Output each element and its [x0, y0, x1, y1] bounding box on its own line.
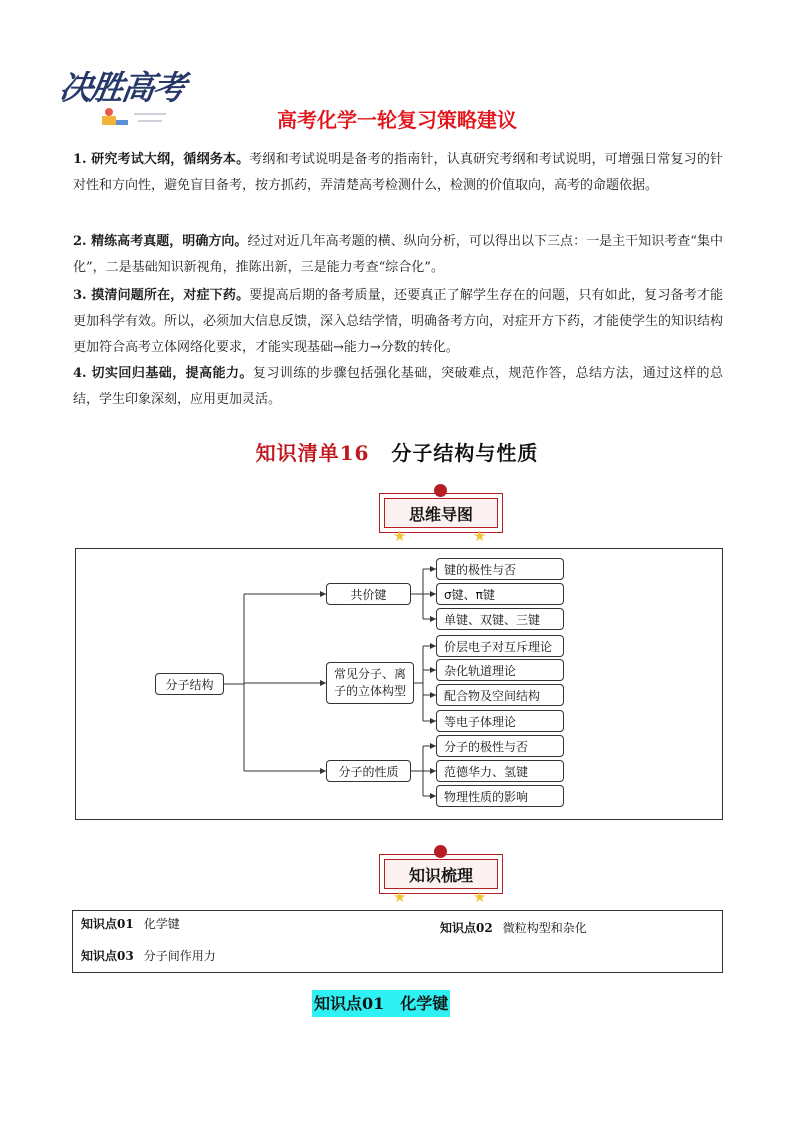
mind-map-leaf: 杂化轨道理论 — [436, 659, 564, 681]
mind-map-leaf: 等电子体理论 — [436, 710, 564, 732]
pin-icon — [434, 484, 447, 497]
star-icon: ★ — [473, 527, 487, 545]
star-icon: ★ — [393, 527, 407, 545]
toc-item[interactable]: 知识点01 化学键 — [81, 917, 180, 931]
mind-map-leaf: 单键、双键、三键 — [436, 608, 564, 630]
banner-label: 知识梳理 — [384, 859, 498, 889]
advice-body: 要提高后期的备考质量，还要真正了解学生存在的问题，只有如此，复习备考才能更加科学有效。所以，必须加大信息反馈，深入总结学情，明确备考方向，对症开方下药，才能使学生的知识结构更加符合高考立体网络化要求，才能实现基础→能力→分数的转化。 — [73, 288, 724, 355]
mind-map-branch: 共价键 — [326, 583, 411, 605]
mind-map-branch — [326, 662, 414, 704]
advice-paragraph-1 — [73, 147, 723, 199]
mind-map-leaf: 价层电子对互斥理论 — [436, 635, 564, 657]
advice-body: 经过对近几年高考题的横、纵向分析，可以得出以下三点：一是主干知识考查“集中化”，二是基础知识新视角，推陈出新，三是能力考查“综合化”。 — [73, 234, 723, 275]
knowledge-point-heading: 知识点01 化学键 — [312, 990, 450, 1017]
advice-body: 复习训练的步骤包括强化基础，突破难点，规范作答，总结方法，通过这样的总结，学生印象深刻，应用更加灵活。 — [73, 366, 723, 407]
branch-label-line: 子的立体构型 — [333, 684, 406, 698]
star-icon: ★ — [473, 888, 487, 906]
mind-map-leaf: 分子的极性与否 — [436, 735, 564, 757]
knowledge-points-toc — [72, 910, 723, 973]
mind-map-leaf: 键的极性与否 — [436, 558, 564, 580]
advice-lead: 3. 摸清问题所在，对症下药。 — [73, 288, 250, 303]
advice-paragraph-2 — [73, 229, 723, 281]
mind-map-leaf: 配合物及空间结构 — [436, 684, 564, 706]
knowledge-banner — [379, 851, 503, 906]
page-title: 高考化学一轮复习策略建议 — [277, 108, 517, 132]
advice-body: 考纲和考试说明是备考的指南针，认真研究考纲和考试说明，可增强日常复习的针对性和方向性，避免盲目备考，按方抓药，弄清楚高考检测什么，检测的价值取向，高考的命题依据。 — [73, 152, 723, 193]
toc-item[interactable]: 知识点03 分子间作用力 — [81, 949, 216, 963]
branch-label-line: 常见分子、离 — [333, 667, 406, 681]
mind-map-leaf: 物理性质的影响 — [436, 785, 564, 807]
section-topic: 分子结构与性质 — [391, 441, 539, 465]
star-icon: ★ — [393, 888, 407, 906]
mind-map-root: 分子结构 — [155, 673, 224, 695]
mind-map-leaf: 范德华力、氢键 — [436, 760, 564, 782]
banner-label: 思维导图 — [384, 498, 498, 528]
advice-paragraph-3 — [73, 283, 723, 361]
advice-lead: 4. 切实回归基础，提高能力。 — [73, 366, 253, 381]
toc-item[interactable]: 知识点02 微粒构型和杂化 — [440, 921, 587, 935]
advice-lead: 2. 精练高考真题，明确方向。 — [73, 234, 248, 249]
mind-map-leaf: σ键、π键 — [436, 583, 564, 605]
mindmap-banner — [379, 490, 503, 545]
section-label: 知识清单16 — [255, 441, 370, 465]
pin-icon — [434, 845, 447, 858]
advice-lead: 1. 研究考试大纲，循纲务本。 — [73, 152, 250, 167]
mind-map-branch: 分子的性质 — [326, 760, 411, 782]
mind-map — [75, 548, 723, 820]
section-title — [0, 437, 794, 466]
advice-paragraph-4 — [73, 361, 723, 413]
logo-text: 决胜高考 — [56, 68, 187, 107]
